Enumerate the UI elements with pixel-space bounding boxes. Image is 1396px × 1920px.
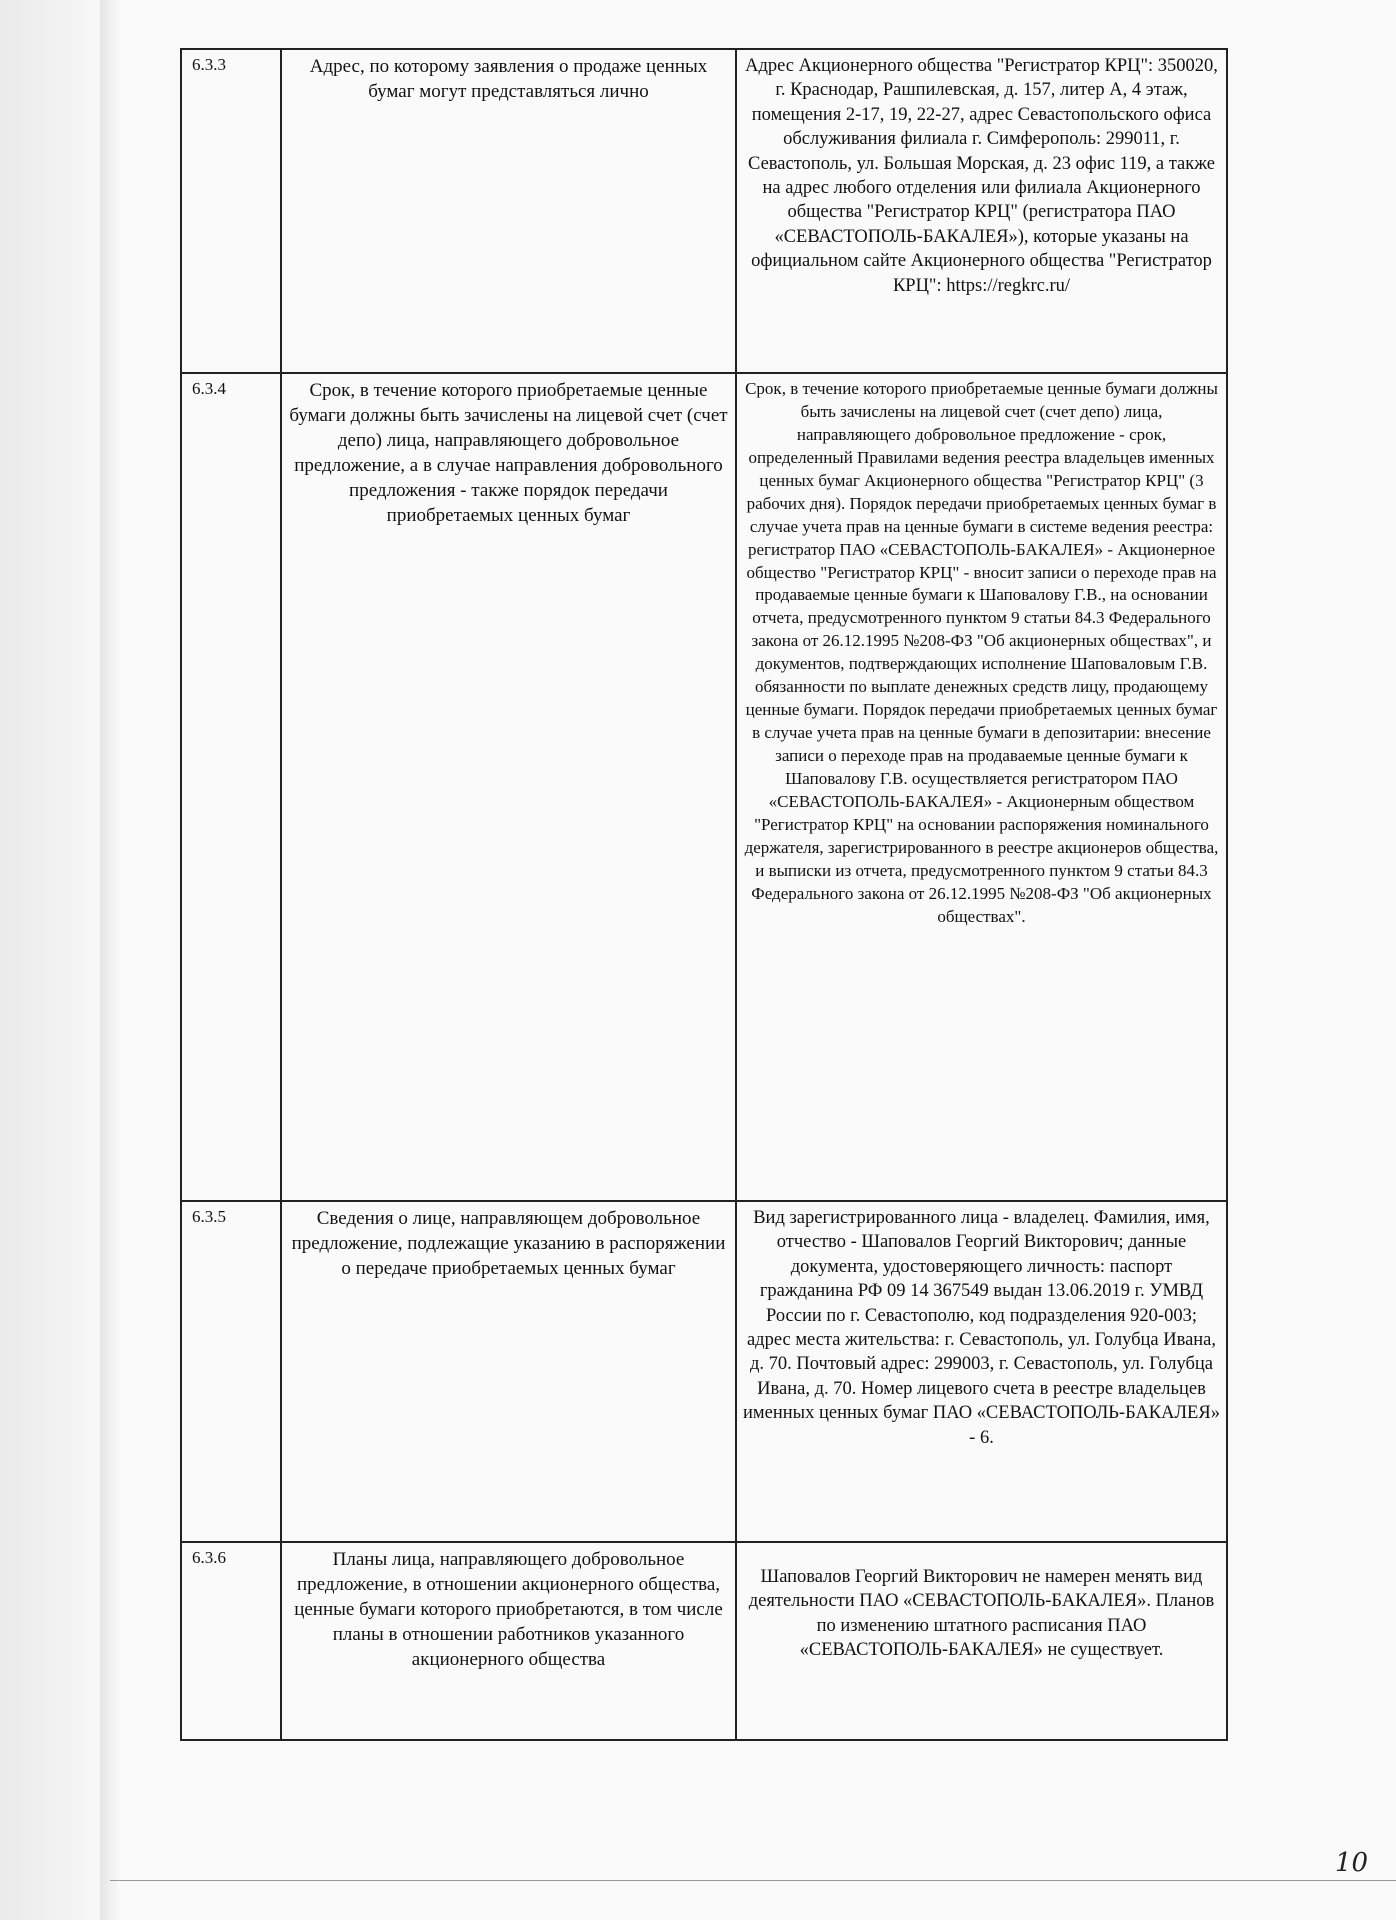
row-number: 6.3.6 <box>181 1542 281 1740</box>
row-question: Сведения о лице, направляющем добровольное предложение, подлежащие указанию в распоряжении о передаче приобретаемых ценных бумаг <box>281 1201 736 1542</box>
row-question: Адрес, по которому заявления о продаже ценных бумаг могут представляться лично <box>281 49 736 373</box>
offer-details-table <box>180 48 1228 1741</box>
row-question: Срок, в течение которого приобретаемые ценные бумаги должны быть зачислены на лицевой счет (счет депо) лица, направляющего добровольное предложение, а в случае направления добровольного предложения - также порядок передачи приобретаемых ценных бумаг <box>281 373 736 1201</box>
row-number: 6.3.4 <box>181 373 281 1201</box>
page-number: 10 <box>1335 1848 1369 1878</box>
row-answer: Шаповалов Георгий Викторович не намерен менять вид деятельности ПАО «СЕВАСТОПОЛЬ-БАКАЛЕЯ». Планов по изменению штатного расписания ПАО «СЕВАСТОПОЛЬ-БАКАЛЕЯ» не существует. <box>736 1542 1227 1740</box>
row-answer: Вид зарегистрированного лица - владелец. Фамилия, имя, отчество - Шаповалов Георгий Викторович; данные документа, удостоверяющего личность: паспорт гражданина РФ 09 14 367549 выдан 13.06.2019 г. УМВД России по г. Севастополю, код подразделения 920-003; адрес места жительства: г. Севастополь, ул. Голубца Ивана, д. 70. Почтовый адрес: 299003, г. Севастополь, ул. Голубца Ивана, д. 70. Номер лицевого счета в реестре владельцев именных ценных бумаг ПАО «СЕВАСТОПОЛЬ-БАКАЛЕЯ» - 6. <box>736 1201 1227 1542</box>
row-number: 6.3.5 <box>181 1201 281 1542</box>
row-answer: Срок, в течение которого приобретаемые ценные бумаги должны быть зачислены на лицевой счет (счет депо) лица, направляющего добровольное предложение - срок, определенный Правилами ведения реестра владельцев именных ценных бумаг Акционерного общества "Регистратор КРЦ" (3 рабочих дня). Порядок передачи приобретаемых ценных бумаг в случае учета прав на ценные бумаги в системе ведения реестра: регистратор ПАО «СЕВАСТОПОЛЬ-БАКАЛЕЯ» - Акционерное общество "Регистратор КРЦ" - вносит записи о переходе прав на продаваемые ценные бумаги к Шаповалову Г.В., на основании отчета, предусмотренного пунктом 9 статьи 84.3 Федерального закона от 26.12.1995 №208-ФЗ "Об акционерных обществах", и документов, подтверждающих исполнение Шаповаловым Г.В. обязанности по выплате денежных средств лицу, продающему ценные бумаги. Порядок передачи приобретаемых ценных бумаг в случае учета прав на ценные бумаги в депозитарии: внесение записи о переходе прав на продаваемые ценные бумаги к Шаповалову Г.В. осуществляется регистратором ПАО «СЕВАСТОПОЛЬ-БАКАЛЕЯ» - Акционерным обществом "Регистратор КРЦ" на основании распоряжения номинального держателя, зарегистрированного в реестре акционеров общества, и выписки из отчета, предусмотренного пунктом 9 статьи 84.3 Федерального закона от 26.12.1995 №208-ФЗ "Об акционерных обществах". <box>736 373 1227 1201</box>
page-bottom-edge <box>110 1880 1396 1881</box>
table-row <box>181 1542 1227 1740</box>
scan-fold-shadow <box>100 0 118 1920</box>
table-row <box>181 49 1227 373</box>
row-answer: Адрес Акционерного общества "Регистратор КРЦ": 350020, г. Краснодар, Рашпилевская, д. 157, литер А, 4 этаж, помещения 2-17, 19, 22-27, адрес Севастопольского офиса обслуживания филиала г. Симферополь: 299011, г. Севастополь, ул. Большая Морская, д. 23 офис 119, а также на адрес любого отделения или филиала Акционерного общества "Регистратор КРЦ" (регистратора ПАО «СЕВАСТОПОЛЬ-БАКАЛЕЯ»), которые указаны на официальном сайте Акционерного общества "Регистратор КРЦ": https://regkrc.ru/ <box>736 49 1227 373</box>
table-row <box>181 373 1227 1201</box>
row-number: 6.3.3 <box>181 49 281 373</box>
table-row <box>181 1201 1227 1542</box>
row-question: Планы лица, направляющего добровольное предложение, в отношении акционерного общества, ценные бумаги которого приобретаются, в том числе планы в отношении работников указанного акционерного общества <box>281 1542 736 1740</box>
